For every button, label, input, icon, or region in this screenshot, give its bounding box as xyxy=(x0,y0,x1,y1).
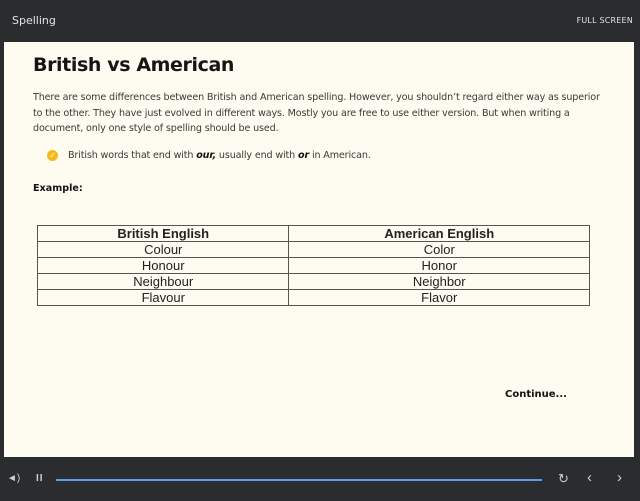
table-row xyxy=(38,274,590,290)
table-cell: Flavour xyxy=(38,290,289,306)
replay-icon[interactable]: ↻ xyxy=(558,471,569,486)
table-cell: Neighbor xyxy=(289,274,590,290)
check-icon: ✓ xyxy=(47,150,58,161)
table-cell: Honour xyxy=(38,258,289,274)
table-cell: Honor xyxy=(289,258,590,274)
fullscreen-button[interactable]: FULL SCREEN xyxy=(576,16,633,25)
chevron-right-icon[interactable]: › xyxy=(617,469,622,486)
slide-heading: British vs American xyxy=(33,54,235,76)
example-label: Example: xyxy=(33,183,83,194)
pause-icon[interactable]: II xyxy=(36,473,44,484)
lesson-title: Spelling xyxy=(12,14,56,27)
intro-paragraph: There are some differences between British and American spelling. However, you shouldn’t regard either way as superior to the other. They have just evolved in different ways. Mostly you are free to use either version. But when writing a document, only one style of spelling should be used. xyxy=(33,92,600,134)
table-cell: Color xyxy=(289,242,590,258)
spelling-table xyxy=(37,225,590,306)
table-row xyxy=(38,290,590,306)
progress-fill xyxy=(56,479,542,481)
chevron-left-icon[interactable]: ‹ xyxy=(587,469,592,486)
column-header: British English xyxy=(38,226,289,242)
table-row xyxy=(38,258,590,274)
top-bar xyxy=(0,0,640,42)
progress-bar[interactable] xyxy=(56,479,542,481)
column-header: American English xyxy=(289,226,590,242)
table-cell: Neighbour xyxy=(38,274,289,290)
bullet-item xyxy=(47,150,371,161)
table-row xyxy=(38,242,590,258)
table-cell: Flavor xyxy=(289,290,590,306)
table-cell: Colour xyxy=(38,242,289,258)
continue-button[interactable]: Continue... xyxy=(505,389,567,400)
table-header-row xyxy=(38,226,590,242)
volume-icon[interactable]: ◄) xyxy=(7,473,21,484)
player-controls xyxy=(0,457,640,501)
bullet-text: British words that end with our, usually end with or in American. xyxy=(68,150,371,161)
